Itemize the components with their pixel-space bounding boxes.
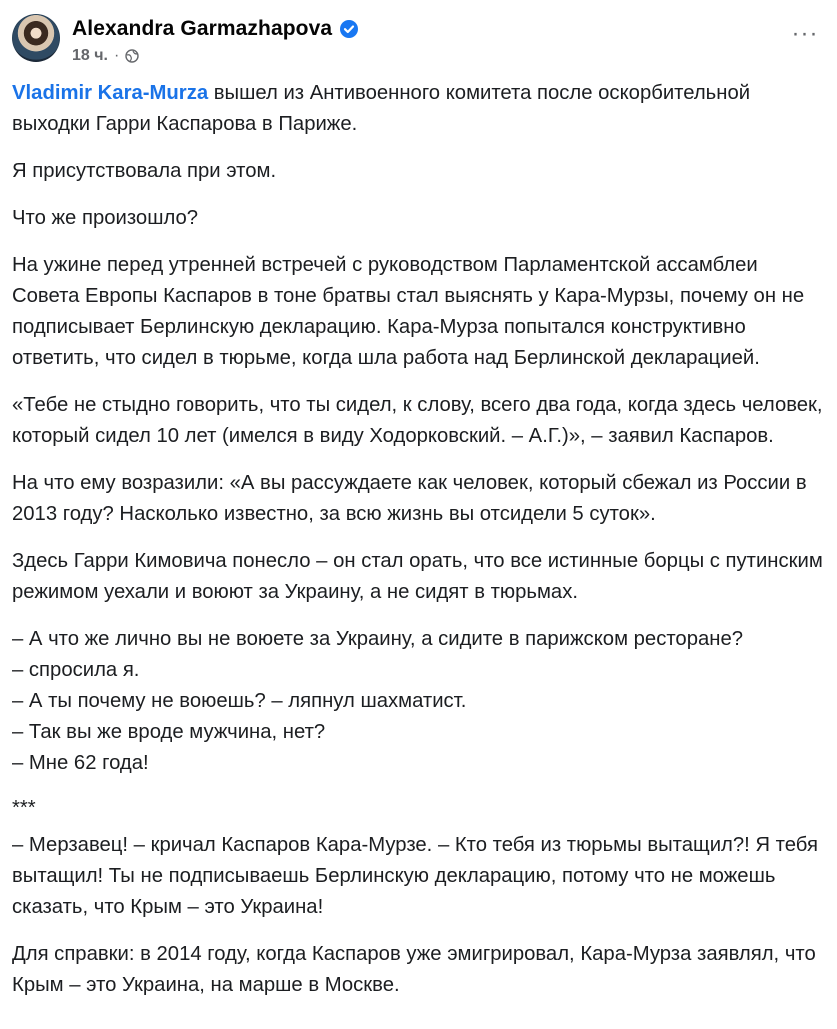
paragraph: Я присутствовала при этом. (12, 160, 277, 182)
mention-link[interactable]: Vladimir Kara-Murza (12, 82, 209, 104)
dialog-line: – А что же лично вы не воюете за Украину, а сидите в парижском ресторане? (12, 628, 744, 650)
more-options-button[interactable] (785, 22, 825, 46)
dialog-line: – Так вы же вроде мужчина, нет? (12, 721, 326, 743)
paragraph: На ужине перед утренней встречей с руководством Парламентской ассамблеи Совета Европы Каспаров в тоне братвы стал выяснять у Кара-Мурзы, почему он не подписывает Берлинскую декларацию. Кара-Мурза попытался конструктивно ответить, что сидел в тюрьме, когда шла работа над Берлинской декларацией. (12, 254, 805, 369)
paragraph: На что ему возразили: «А вы рассуждаете как человек, который сбежал из России в 2013 году? Насколько известно, за всю жизнь вы отсидели 5 суток». (12, 472, 807, 525)
paragraph (12, 78, 828, 140)
author-name[interactable]: Alexandra Garmazhapova (72, 17, 333, 40)
dialog-line: – спросила я. (12, 659, 140, 681)
author-line (72, 14, 358, 44)
dialog-line: – Мне 62 года! (12, 752, 149, 774)
author-avatar[interactable] (12, 14, 60, 62)
paragraph: Здесь Гарри Кимовича понесло – он стал орать, что все истинные борцы с путинским режимом уехали и воюют за Украину, а не сидят в тюрьмах. (12, 550, 823, 603)
verified-badge-icon (340, 20, 358, 38)
section-divider: *** (12, 797, 36, 819)
paragraph: – Мерзавец! – кричал Каспаров Кара-Мурзе. – Кто тебя из тюрьмы вытащил?! Я тебя вытащил! Ты не подписываешь Берлинскую декларацию, потому что не можешь сказать, что Крым – это Украина! (12, 834, 818, 918)
paragraph: Для справки: в 2014 году, когда Каспаров уже эмигрировал, Кара-Мурза заявлял, что Крым – это Украина, на марше в Москве. (12, 943, 816, 996)
post-meta (72, 44, 139, 68)
paragraph-text: вышел из Антивоенного комитета после оскорбительной выходки Гарри Каспарова в Париже. (12, 82, 751, 135)
meta-separator: · (113, 47, 120, 64)
paragraph: Что же произошло? (12, 207, 199, 229)
post-body (12, 78, 828, 1017)
dialog-block (12, 624, 828, 779)
dialog-line: – А ты почему не воюешь? – ляпнул шахматист. (12, 690, 467, 712)
post-header (12, 14, 825, 66)
globe-icon (125, 49, 139, 63)
post-time[interactable]: 18 ч. (72, 47, 108, 64)
paragraph: «Тебе не стыдно говорить, что ты сидел, к слову, всего два года, когда здесь человек, который сидел 10 лет (имелся в виду Ходорковский. – А.Г.)», – заявил Каспаров. (12, 394, 823, 447)
more-horizontal-icon: ··· (791, 20, 819, 47)
